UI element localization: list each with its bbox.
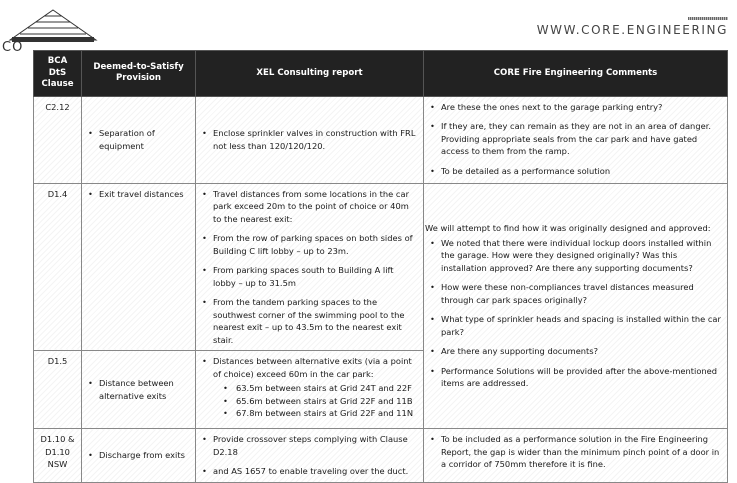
col-header-comments: CORE Fire Engineering Comments xyxy=(424,51,728,97)
clause-cell: D1.10 & D1.10 NSW xyxy=(34,429,82,483)
clause-cell: C2.12 xyxy=(34,96,82,183)
table-row-d1-10 xyxy=(34,429,728,483)
comment-item: • What type of sprinkler heads and spacing is installed within the car park? xyxy=(429,313,722,338)
report-subitem: • 67.8m between stairs at Grid 22F and 11N xyxy=(223,407,418,420)
report-item: • From parking spaces south to Building A lift lobby – up to 31.5m xyxy=(201,264,418,289)
clause-cell: D1.4 xyxy=(34,183,82,351)
website-url: WWW.CORE.ENGINEERING xyxy=(536,23,728,37)
provision-item: • Separation of equipment xyxy=(87,127,190,152)
provision-item: • Discharge from exits xyxy=(87,449,190,462)
report-item xyxy=(201,355,418,420)
report-cell xyxy=(196,429,424,483)
comment-item: • Are these the ones next to the garage parking entry? xyxy=(429,101,722,114)
report-item: • From the tandem parking spaces to the southwest corner of the swimming pool to the nearest exit – up to 43.5m to the nearest exit stair. xyxy=(201,296,418,346)
table-header-row xyxy=(34,51,728,97)
comment-item: • We noted that there were individual lockup doors installed within the garage. How were they designed originally? Was this installation approved? Are there any supporting documents? xyxy=(429,237,722,275)
comment-item: • Performance Solutions will be provided after the above-mentioned items are addressed. xyxy=(429,365,722,390)
comment-cell xyxy=(424,96,728,183)
report-subitem: • 65.6m between stairs at Grid 22F and 11B xyxy=(223,395,418,408)
provision-item: • Distance between alternative exits xyxy=(87,377,190,402)
compliance-table xyxy=(33,50,728,483)
provision-cell xyxy=(82,183,196,351)
report-item: • Enclose sprinkler valves in construction with FRL not less than 120/120/120. xyxy=(201,127,418,152)
provision-item: • Exit travel distances xyxy=(87,188,190,201)
merged-comment-cell xyxy=(424,183,728,429)
report-cell xyxy=(196,183,424,351)
logo-stepped-roof-icon xyxy=(8,10,98,44)
comment-cell xyxy=(424,429,728,483)
comment-item: • To be detailed as a performance solution xyxy=(429,165,722,178)
comment-item: • How were these non-compliances travel distances measured through car park spaces originally? xyxy=(429,281,722,306)
provision-cell xyxy=(82,351,196,429)
logo-text: CO xyxy=(2,40,24,55)
report-item: • and AS 1657 to enable traveling over the duct. xyxy=(201,465,418,478)
comment-item: • If they are, they can remain as they are not in an area of danger. Providing appropriate seals from the car park and have gated access to them from the ramp. xyxy=(429,120,722,158)
report-cell xyxy=(196,96,424,183)
col-header-report: XEL Consulting report xyxy=(196,51,424,97)
header-rule xyxy=(688,17,728,20)
report-item-text: Distances between alternative exits (via a point of choice) exceed 60m in the car park: xyxy=(213,356,412,379)
report-cell xyxy=(196,351,424,429)
comment-intro: We will attempt to find how it was originally designed and approved: xyxy=(425,223,711,233)
col-header-provision: Deemed-to-Satisfy Provision xyxy=(82,51,196,97)
report-item: • From the row of parking spaces on both sides of Building C lift lobby – up to 23m. xyxy=(201,232,418,257)
table-row-c2-12 xyxy=(34,96,728,183)
provision-cell xyxy=(82,96,196,183)
table-row-d1-4 xyxy=(34,183,728,351)
comment-item: • Are there any supporting documents? xyxy=(429,345,722,358)
report-item: • Travel distances from some locations in the car park exceed 20m to the point of choice or 40m to the nearest exit: xyxy=(201,188,418,226)
provision-cell xyxy=(82,429,196,483)
comment-item: • To be included as a performance solution in the Fire Engineering Report, the gap is wider than the minimum pinch point of a door in a corridor of 750mm therefore it is fine. xyxy=(429,433,722,471)
report-subitem: • 63.5m between stairs at Grid 24T and 22F xyxy=(223,382,418,395)
col-header-clause: BCA DtS Clause xyxy=(34,51,82,97)
clause-cell: D1.5 xyxy=(34,351,82,429)
report-item: • Provide crossover steps complying with Clause D2.18 xyxy=(201,433,418,458)
